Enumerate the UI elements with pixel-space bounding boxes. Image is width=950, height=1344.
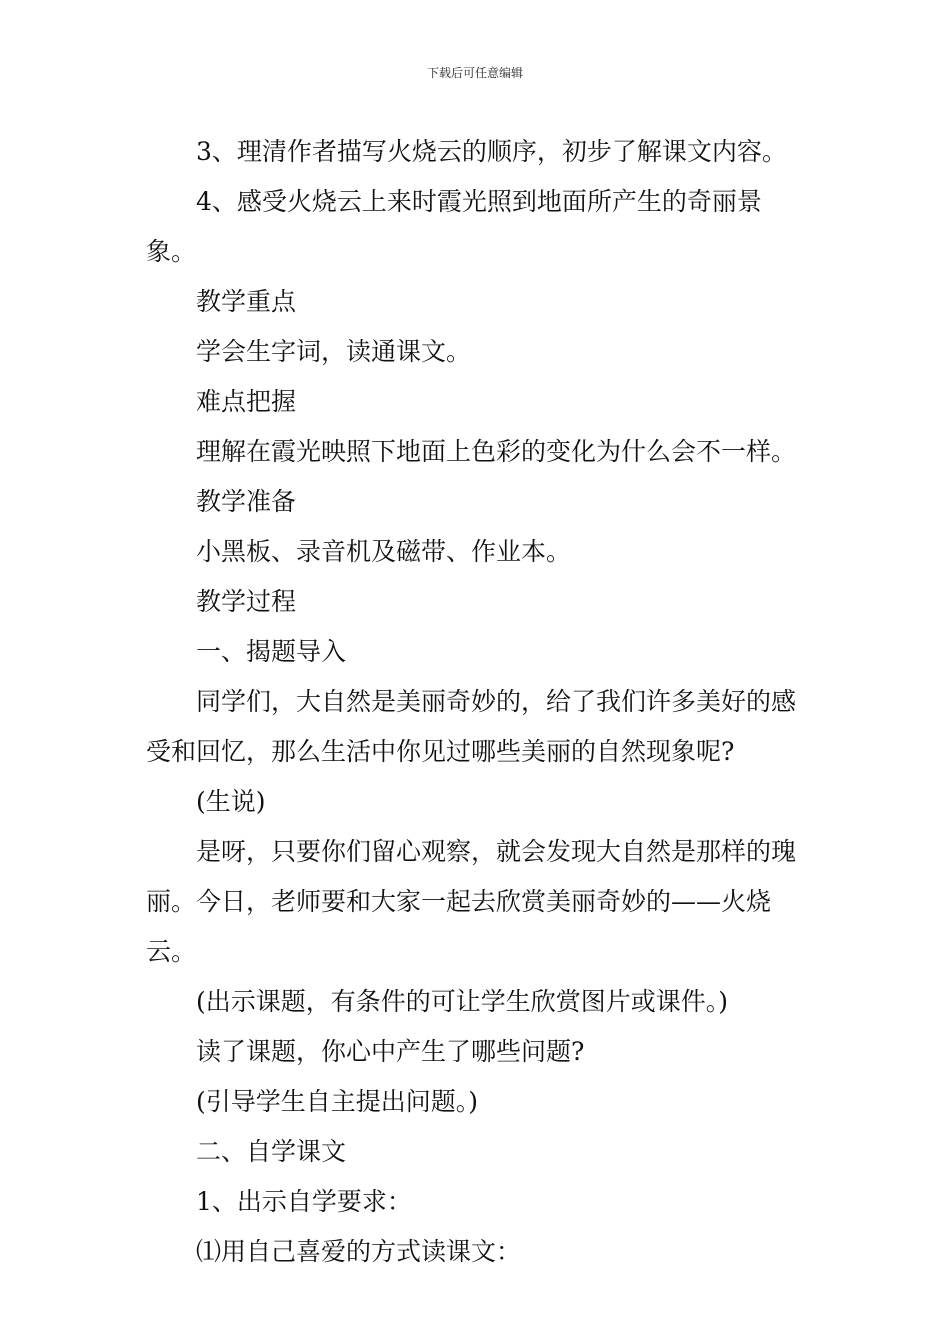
document-body: [146, 127, 806, 1277]
objective-3: 3、理清作者描写火烧云的顺序，初步了解课文内容。: [196, 137, 787, 166]
page-header: 下载后可任意编辑: [426, 66, 523, 80]
teaching-focus-text: 学会生字词，读通课文。: [196, 337, 472, 366]
section-one-title: 一、揭题导入: [196, 637, 347, 666]
show-title-note: (出示课题，有条件的可让学生欣赏图片或课件。): [196, 987, 729, 1016]
difficulty-text: 理解在霞光映照下地面上色彩的变化为什么会不一样。: [196, 437, 797, 466]
question-prompt: 读了课题，你心中产生了哪些问题?: [196, 1037, 585, 1066]
heading-difficulty: 难点把握: [196, 387, 297, 416]
section-two-title: 二、自学课文: [196, 1137, 347, 1166]
self-study-item-1: ⑴用自己喜爱的方式读课文：: [196, 1237, 522, 1266]
teacher-paragraph: 是呀，只要你们留心观察，就会发现大自然是那样的瑰丽。今日，老师要和大家一起去欣赏美丽奇妙的——火烧云。: [146, 837, 797, 966]
heading-teaching-focus: 教学重点: [196, 287, 297, 316]
self-study-requirement: 1、出示自学要求：: [196, 1187, 412, 1216]
guide-note: (引导学生自主提出问题。): [196, 1087, 479, 1116]
intro-paragraph: 同学们，大自然是美丽奇妙的，给了我们许多美好的感受和回忆，那么生活中你见过哪些美丽的自然现象呢?: [146, 687, 797, 766]
heading-process: 教学过程: [196, 587, 297, 616]
student-response-note: (生说): [196, 787, 266, 816]
objective-4: 4、感受火烧云上来时霞光照到地面所产生的奇丽景象。: [146, 187, 762, 266]
heading-preparation: 教学准备: [196, 487, 297, 516]
preparation-text: 小黑板、录音机及磁带、作业本。: [196, 537, 572, 566]
